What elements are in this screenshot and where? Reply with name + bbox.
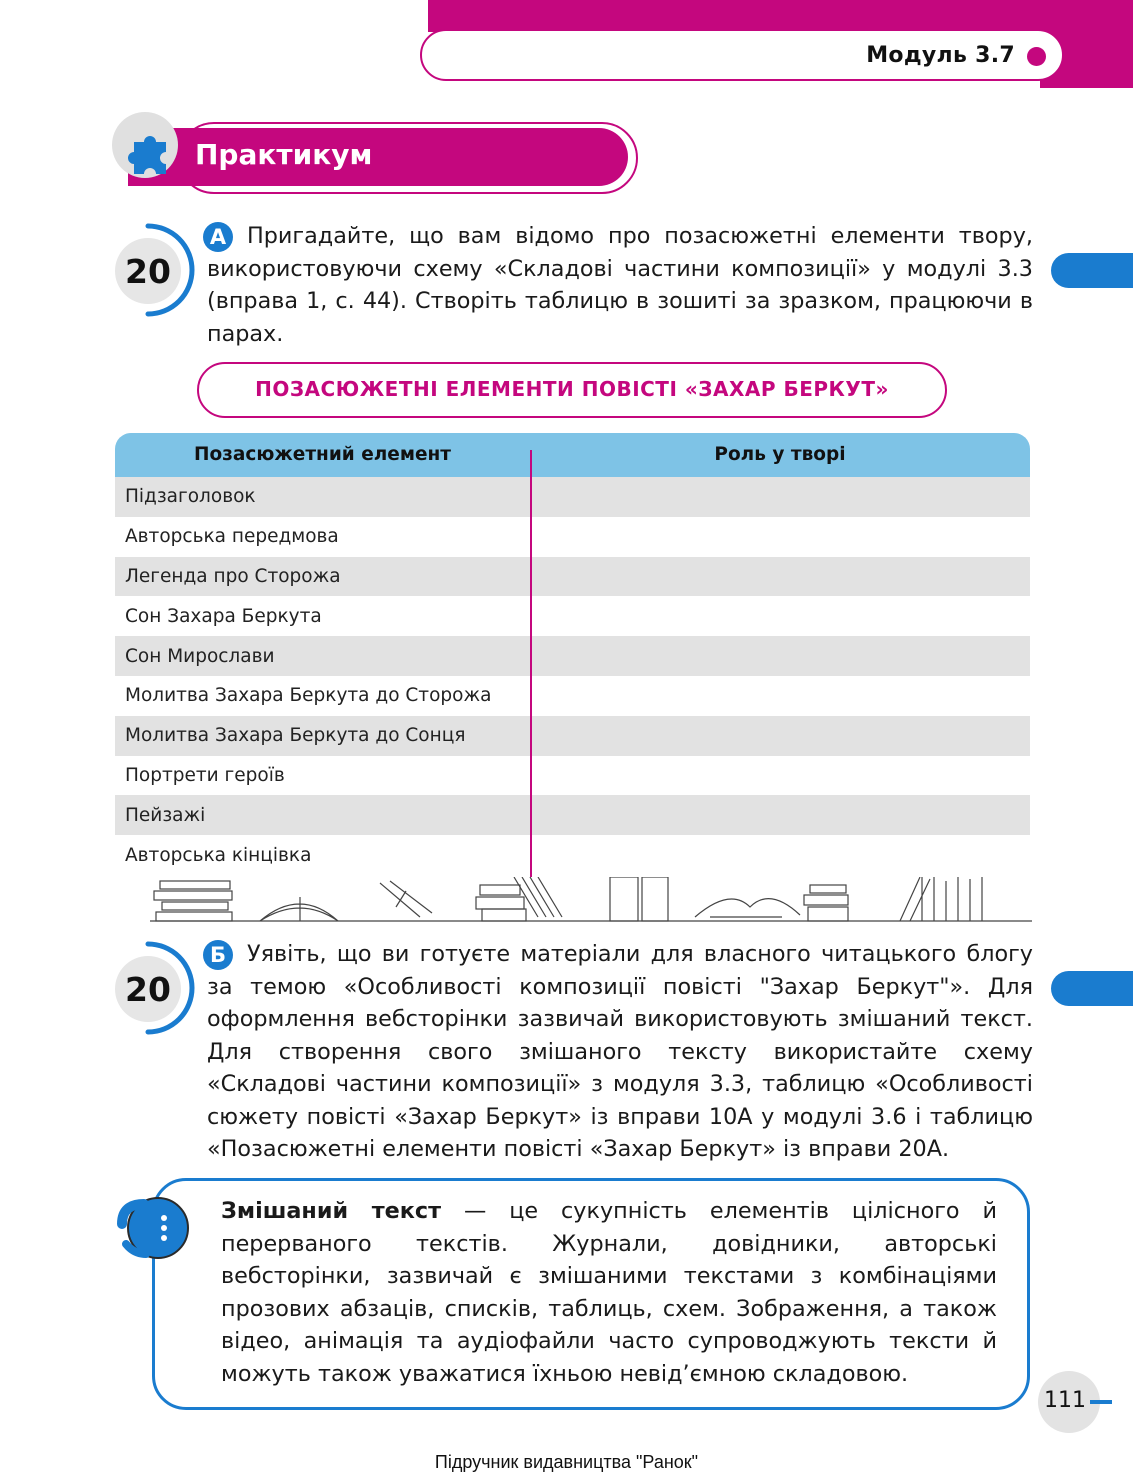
table-column-divider <box>530 450 532 877</box>
exercise-letter-badge: А <box>203 222 233 252</box>
data-table <box>115 433 1030 877</box>
table-cell: Пейзажі <box>125 804 206 826</box>
exercise-letter-badge: Б <box>203 940 233 970</box>
books-decoration <box>150 877 1032 927</box>
side-tab-a <box>1051 253 1133 288</box>
exercise-a-text <box>207 220 1033 350</box>
table-row <box>115 756 1030 796</box>
exercise-number: 20 <box>125 970 171 1009</box>
table-row <box>115 477 1030 517</box>
table-header-element: Позасюжетний елемент <box>193 444 452 465</box>
page-number: 111 <box>1044 1388 1086 1413</box>
side-tab-b <box>1051 971 1133 1006</box>
table-cell: Сон Мирослави <box>125 645 275 667</box>
exercise-b-text <box>207 938 1033 1166</box>
table-row <box>115 517 1030 557</box>
definition-text <box>221 1195 997 1390</box>
definition-body: — це сукупність елементів цілісного й перерваного текстів. Журнали, довідники, авторські вебсторінки, зазвичай є змішаними текстами з комбінаціями прозових абзаців, списків, таблиць, схем. Зображення, а також відео, анімація та аудіофайли часто супроводжують тексти й можуть також уважатися їхньою невід’ємною складовою. <box>221 1198 998 1387</box>
table-cell: Портрети героїв <box>125 764 285 786</box>
page-number-line <box>1090 1400 1112 1404</box>
exercise-b-body: Уявіть, що ви готуєте матеріали для власного читацького блогу за темою «Особливості композиції повісті "Захар Беркут"». Для оформлення вебсторінки зазвичай використовують змішаний текст. Для створення свого змішаного тексту використайте схему «Складові частини композиції» з модуля 3.3, таблицю «Особливості сюжету повісті «Захар Беркут» із вправи 10А у модулі 3.6 і таблицю «Позасюжетні елементи повісті «Захар Беркут» із вправи 20А. <box>207 941 1033 1162</box>
table-cell: Молитва Захара Беркута до Сторожа <box>125 685 492 707</box>
table-cell: Сон Захара Беркута <box>125 605 322 627</box>
table-row <box>115 676 1030 716</box>
table-cell: Молитва Захара Беркута до Сонця <box>125 725 466 747</box>
puzzle-icon <box>128 130 178 180</box>
table-cell: Легенда про Сторожа <box>125 565 341 587</box>
header-band <box>428 0 1133 32</box>
section-title: Практикум <box>195 138 373 171</box>
definition-term: Змішаний текст <box>221 1198 442 1224</box>
table-cell: Авторська кінцівка <box>125 844 312 866</box>
table-row <box>115 835 1030 875</box>
table-cell: Авторська передмова <box>125 526 339 548</box>
module-label: Модуль 3.7 <box>866 43 1015 68</box>
exercise-a-body: Пригадайте, що вам відомо про позасюжетні елементи твору, використовуючи схему «Складові частини композиції» у модулі 3.3 (вправа 1, с. 44). Створіть таблицю в зошиті за зразком, працюючи в парах. <box>207 223 1033 347</box>
table-cell: Підзаголовок <box>125 486 256 508</box>
module-dot <box>1027 47 1046 66</box>
table-header <box>115 433 1030 477</box>
table-title: ПОЗАСЮЖЕТНІ ЕЛЕМЕНТИ ПОВІСТІ «ЗАХАР БЕРКУТ» <box>255 377 889 401</box>
table-body <box>115 477 1030 875</box>
table-row <box>115 636 1030 676</box>
table-header-role: Роль у творі <box>714 444 846 465</box>
table-row <box>115 716 1030 756</box>
table-row <box>115 596 1030 636</box>
footer-publisher: Підручник видавництва "Ранок" <box>434 1452 699 1472</box>
exercise-number: 20 <box>125 252 171 291</box>
table-row <box>115 557 1030 597</box>
question-info-icon <box>112 1192 194 1274</box>
table-row <box>115 795 1030 835</box>
